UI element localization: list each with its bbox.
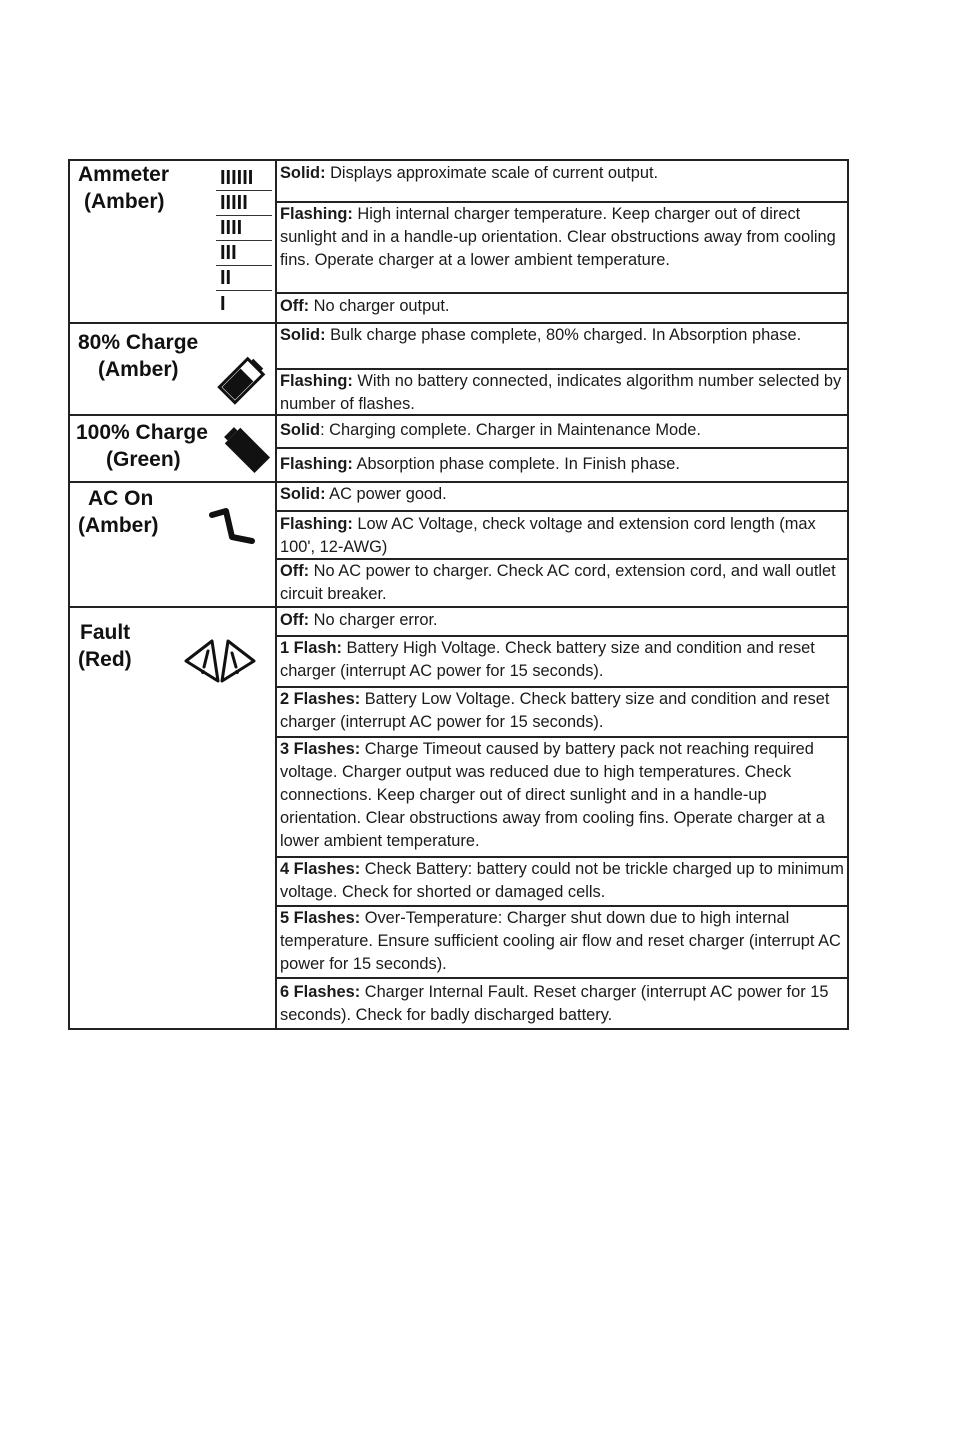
- charge100-flashing-desc: Flashing: Absorption phase complete. In Finish phase.: [280, 455, 680, 473]
- fault-label: Fault: [80, 621, 131, 644]
- row-separator: [275, 447, 847, 449]
- ammeter-bar-level: IIIIII: [220, 167, 254, 189]
- charge80-label: 80% Charge: [78, 331, 199, 354]
- fault-warning-icon: [182, 637, 258, 685]
- ammeter-color: (Amber): [84, 190, 165, 213]
- ammeter-label: Ammeter: [78, 163, 170, 186]
- led-status-table: [68, 159, 849, 1030]
- ac-plug-icon: [208, 507, 258, 547]
- charge100-solid-desc: Solid: Charging complete. Charger in Maintenance Mode.: [280, 421, 701, 439]
- battery-tilted-icon: [216, 355, 268, 405]
- acon-color: (Amber): [78, 514, 159, 537]
- ammeter-bars-icon: [216, 243, 272, 265]
- charge80-solid-desc: Solid: Bulk charge phase complete, 80% charged. In Absorption phase.: [280, 326, 802, 344]
- section-separator: [70, 606, 847, 608]
- row-separator: [275, 510, 847, 512]
- fault-3flashes-desc: 3 Flashes: Charge Timeout caused by battery pack not reaching required voltage. Charger output was reduced due to high temperatures. Check connections. Keep charger out of direct sunlight and in a handle-up orientation. Clear obstructions away from cooling fins. Operate charger at a lower ambient temperature.: [280, 740, 825, 850]
- ammeter-bars-icon: [216, 218, 272, 240]
- row-separator: [275, 292, 847, 294]
- row-separator: [275, 977, 847, 979]
- ammeter-bar-level: IIIII: [220, 192, 248, 214]
- fault-6flashes-desc: 6 Flashes: Charger Internal Fault. Reset charger (interrupt AC power for 15 seconds). Check for badly discharged battery.: [280, 983, 829, 1024]
- ammeter-bars-icon: [216, 168, 272, 190]
- ammeter-bar-level: II: [220, 267, 232, 289]
- acon-solid-desc: Solid: AC power good.: [280, 485, 447, 503]
- ammeter-bars-icon: [216, 294, 272, 316]
- ammeter-off-desc: Off: No charger output.: [280, 297, 450, 315]
- acon-flashing-desc: Flashing: Low AC Voltage, check voltage and extension cord length (max 100', 12-AWG): [280, 515, 816, 556]
- charge100-color: (Green): [106, 448, 181, 471]
- fault-4flashes-desc: 4 Flashes: Check Battery: battery could not be trickle charged up to minimum voltage. Check for shorted or damaged cells.: [280, 860, 844, 901]
- charge80-flashing-desc: Flashing: With no battery connected, indicates algorithm number selected by number of flashes.: [280, 372, 842, 413]
- acon-label: AC On: [88, 487, 154, 510]
- fault-1flash-desc: 1 Flash: Battery High Voltage. Check battery size and condition and reset charger (interrupt AC power for 15 seconds).: [280, 639, 815, 680]
- battery-full-icon: [220, 423, 272, 475]
- fault-5flashes-desc: 5 Flashes: Over-Temperature: Charger shut down due to high internal temperature. Ensure sufficient cooling air flow and reset charger (interrupt AC power for 15 seconds).: [280, 909, 841, 973]
- fault-off-desc: Off: No charger error.: [280, 611, 438, 629]
- ammeter-bar-level: III: [220, 242, 237, 264]
- ammeter-bars-icon: [216, 268, 272, 290]
- charge80-color: (Amber): [98, 358, 179, 381]
- ammeter-bars-icon: [216, 193, 272, 215]
- acon-off-desc: Off: No AC power to charger. Check AC cord, extension cord, and wall outlet circuit breaker.: [280, 562, 836, 603]
- charge100-label: 100% Charge: [76, 421, 208, 444]
- fault-2flashes-desc: 2 Flashes: Battery Low Voltage. Check battery size and condition and reset charger (interrupt AC power for 15 seconds).: [280, 690, 830, 731]
- ammeter-bar-level: IIII: [220, 217, 243, 239]
- ammeter-flashing-desc: Flashing: High internal charger temperature. Keep charger out of direct sunlight and in a handle-up orientation. Clear obstructions away from cooling fins. Operate charger at a lower ambient temperature.: [280, 205, 836, 269]
- ammeter-solid-desc: Solid: Displays approximate scale of current output.: [280, 164, 659, 182]
- fault-color: (Red): [78, 648, 132, 671]
- ammeter-bar-level: I: [220, 293, 226, 315]
